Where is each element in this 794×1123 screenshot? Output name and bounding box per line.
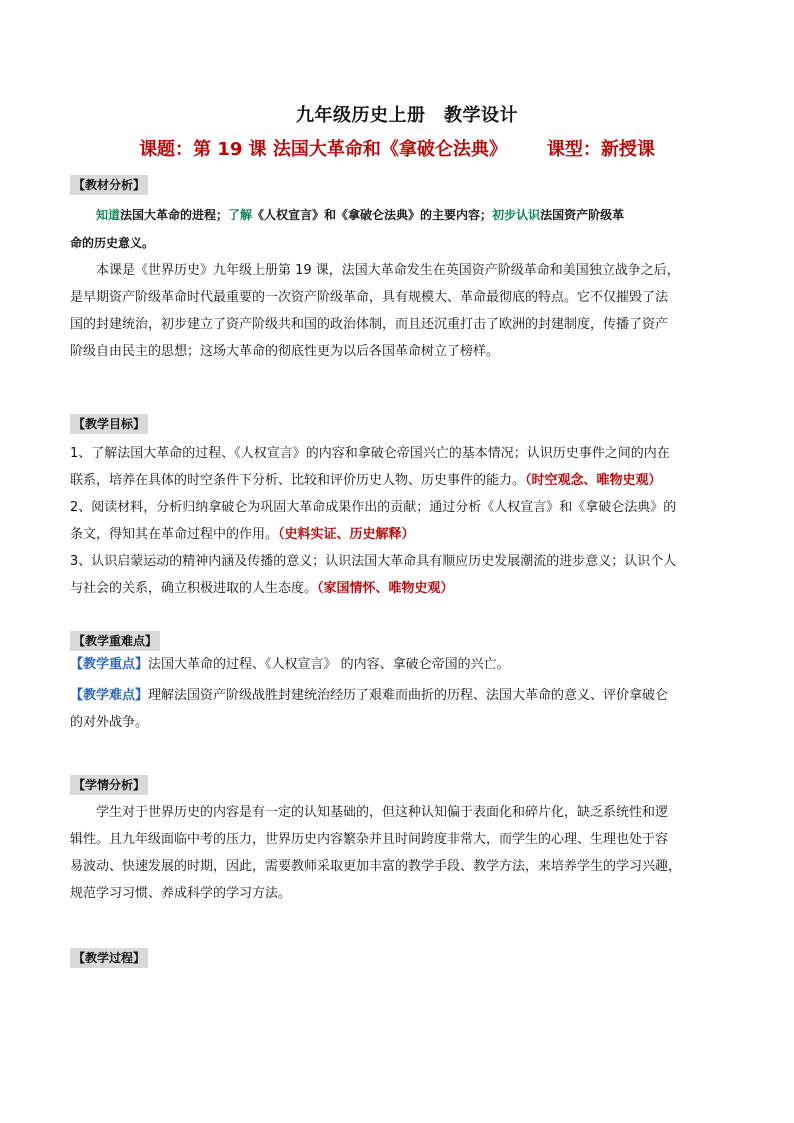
goal-2-line-1: 2、阅读材料，分析归纳拿破仑为巩固大革命成果作出的贡献；通过分析《人权宣言》和《拿破仑法典》的	[70, 500, 677, 515]
material-line-4: 阶级自由民主的思想；这场大革命的彻底性更为以后各国革命树立了榜样。	[70, 344, 500, 359]
objective-verb-know: 知道	[96, 208, 121, 222]
section-goals	[70, 413, 724, 602]
goal-3-line-1: 3、认识启蒙运动的精神内涵及传播的意义；认识法国大革命具有顺应历史发展潮流的进步意义；认识个人	[70, 554, 677, 569]
section-heading-key-points: 【教学重难点】	[70, 631, 160, 651]
objective-verb-recognize: 初步认识	[492, 208, 541, 222]
material-line-1: 本课是《世界历史》九年级上册第 19 课，法国大革命发生在英国资产阶级革命和美国独立战争之后，	[96, 263, 680, 278]
focus-line	[70, 651, 724, 678]
lesson-type: 课型：新授课	[546, 139, 655, 160]
student-line-2: 辑性。且九年级面临中考的压力，世界历史内容繁杂并且时间跨度非常大，而学生的心理、生理也处于容	[70, 832, 669, 847]
goal-1-tag: （时空观念、唯物史观）	[525, 473, 662, 488]
focus-text: 法国大革命的过程、《人权宣言》 的内容、拿破仑帝国的兴亡。	[148, 657, 510, 672]
section-key-points	[70, 630, 724, 736]
material-objective-cont: 命的历史意义。	[70, 236, 155, 250]
section-heading-process: 【教学过程】	[70, 948, 148, 968]
material-line-3: 国的封建统治，初步建立了资产阶级共和国的政治体制，而且还沉重打击了欧洲的封建制度，传播了资产	[70, 317, 669, 332]
section-heading-student: 【学情分析】	[70, 775, 148, 795]
section-heading-goals: 【教学目标】	[70, 414, 148, 434]
goal-3-tag: （家国情怀、唯物史观）	[317, 581, 454, 596]
goal-2-tag: （史料实证、历史解释）	[278, 527, 415, 542]
objective-text-2: 《人权宣言》和《拿破仑法典》的主要内容；	[252, 208, 493, 222]
material-line-2: 是早期资产阶级革命时代最重要的一次资产阶级革命，具有规模大、革命最彻底的特点。它不仅摧毁了法	[70, 290, 669, 305]
student-line-4: 规范学习习惯、养成科学的学习方法。	[70, 886, 292, 901]
objective-text-3: 法国资产阶级革	[540, 208, 625, 222]
difficulty-label: 【教学难点】	[70, 688, 149, 703]
goal-3-line-2	[70, 575, 724, 602]
document-title: 九年级历史上册 教学设计	[296, 105, 518, 126]
objective-verb-understand: 了解	[228, 208, 253, 222]
section-student-analysis	[70, 774, 724, 907]
goal-3-text: 与社会的关系，确立积极进取的人生态度。	[70, 581, 318, 596]
goal-1-line-1: 1、了解法国大革命的过程、《人权宣言》的内容和拿破仑帝国兴亡的基本情况；认识历史事件之间的内在	[70, 446, 670, 461]
difficulty-line-2: 的对外战争。	[70, 715, 149, 730]
goal-2-text: 条文，得知其在革命过程中的作用。	[70, 527, 279, 542]
document-content	[70, 100, 724, 968]
student-line-3: 易波动、快速发展的时期，因此，需要教师采取更加丰富的教学手段、教学方法，来培养学生的学习兴趣，	[70, 859, 682, 874]
material-objective	[70, 201, 724, 229]
objective-text-1: 法国大革命的进程；	[120, 208, 229, 222]
section-process	[70, 947, 724, 968]
goal-2-line-2	[70, 521, 724, 548]
section-material-analysis	[70, 174, 724, 365]
focus-label: 【教学重点】	[70, 657, 149, 672]
difficulty-line-1	[70, 682, 724, 709]
lesson-subtitle	[70, 134, 724, 166]
lesson-title: 课题：第 19 课 法国大革命和《拿破仑法典》	[139, 139, 507, 160]
difficulty-text: 理解法国资产阶级战胜封建统治经历了艰难而曲折的历程、法国大革命的意义、评价拿破仑	[148, 688, 669, 703]
goal-1-line-2	[70, 467, 724, 494]
goal-1-text: 联系，培养在具体的时空条件下分析、比较和评价历史人物、历史事件的能力。	[70, 473, 526, 488]
section-heading-material: 【教材分析】	[70, 175, 148, 195]
student-line-1: 学生对于世界历史的内容是有一定的认知基础的，但这种认知偏于表面化和碎片化，缺乏系统性和逻	[96, 805, 669, 820]
